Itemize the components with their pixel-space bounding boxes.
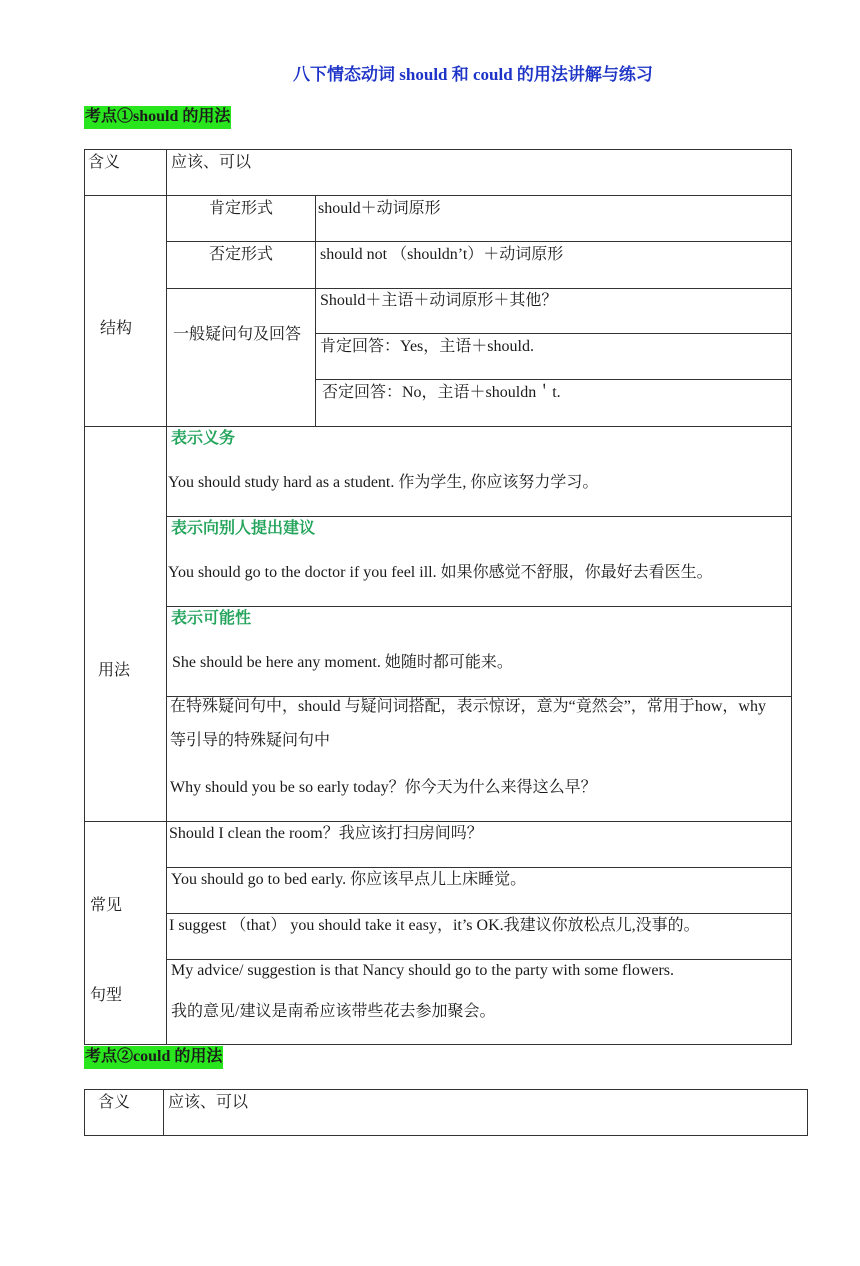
table-divider (166, 606, 792, 607)
negative-value: should not （shouldn’t）＋动词原形 (320, 246, 564, 263)
special-question-description: 在特殊疑问句中，should 与疑问词搭配，表示惊讶，意为“竟然会”，常用于how，why 等引导的特殊疑问句中 (170, 698, 766, 749)
section-heading-could: 考点②could 的用法 (84, 1046, 223, 1069)
special-question-example: Why should you be so early today？你今天为什么来得这么早？ (170, 779, 597, 796)
table-divider (166, 288, 792, 289)
table-divider (315, 333, 792, 334)
could-meaning-label: 含义 (98, 1094, 131, 1111)
table-divider (166, 241, 792, 242)
pattern-item: You should go to bed early. 你应该早点儿上床睡觉。 (171, 871, 527, 888)
section-heading-should: 考点①should 的用法 (84, 106, 231, 129)
table-divider (315, 379, 792, 380)
affirmative-value: should＋动词原形 (318, 200, 441, 217)
no-answer: 否定回答：No，主语＋shouldn＇t. (322, 384, 561, 401)
pattern-item: My advice/ suggestion is that Nancy should go to the party with some flowers. (171, 962, 675, 979)
table-divider (84, 821, 792, 822)
patterns-label: 常见 (90, 897, 123, 914)
patterns-label: 句型 (90, 987, 123, 1004)
table-divider (84, 195, 792, 196)
meaning-value: 应该、可以 (171, 154, 252, 171)
table-divider (166, 516, 792, 517)
could-meaning-value: 应该、可以 (168, 1094, 249, 1111)
question-label: 一般疑问句及回答 (173, 326, 302, 343)
table-divider (166, 149, 167, 1045)
table-divider (315, 195, 316, 426)
table-divider (166, 913, 792, 914)
should-table (84, 149, 792, 1045)
pattern-item: Should I clean the room？我应该打扫房间吗？ (169, 825, 483, 842)
page-title: 八下情态动词 should 和 could 的用法讲解与练习 (293, 65, 653, 84)
yes-answer: 肯定回答：Yes，主语＋should. (320, 338, 534, 355)
usage-example: You should go to the doctor if you feel ill. 如果你感觉不舒服，你最好去看医生。 (168, 564, 713, 581)
usage-heading: 表示义务 (171, 430, 236, 447)
table-divider (166, 867, 792, 868)
usage-label: 用法 (98, 662, 131, 679)
structure-label: 结构 (100, 320, 133, 337)
usage-example: You should study hard as a student. 作为学生, 你应该努力学习。 (168, 474, 599, 491)
table-divider (84, 426, 792, 427)
usage-heading: 表示向别人提出建议 (171, 520, 316, 537)
pattern-item: I suggest （that） you should take it easy，it’s OK.我建议你放松点儿,没事的。 (169, 917, 700, 934)
usage-heading: 表示可能性 (171, 610, 252, 627)
affirmative-label: 肯定形式 (209, 200, 274, 217)
negative-label: 否定形式 (209, 246, 274, 263)
meaning-label: 含义 (88, 154, 121, 171)
table-divider (163, 1089, 164, 1136)
pattern-item: 我的意见/建议是南希应该带些花去参加聚会。 (171, 1003, 496, 1020)
question-pattern: Should＋主语＋动词原形＋其他？ (320, 292, 558, 309)
usage-example: She should be here any moment. 她随时都可能来。 (172, 654, 513, 671)
